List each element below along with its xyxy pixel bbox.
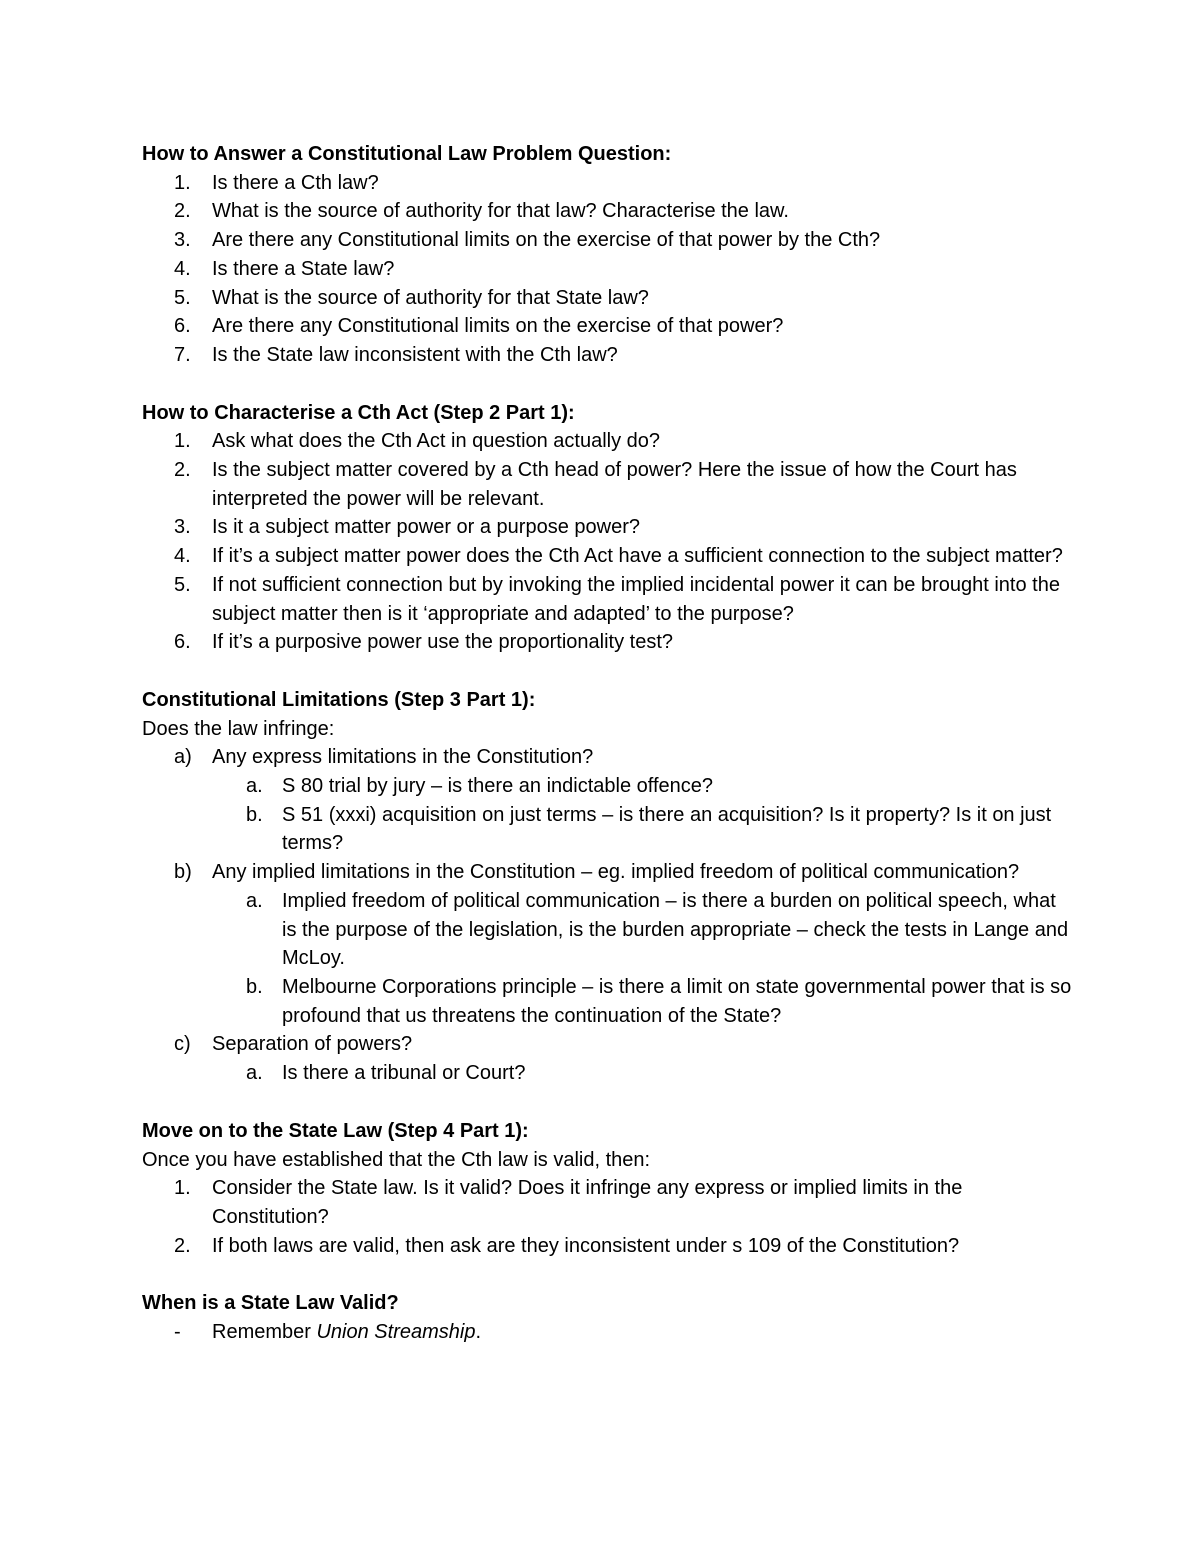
list-item-separation-of-powers [142,1030,1072,1059]
sub-list-item [142,1059,1072,1088]
bullet-text: Remember [212,1321,317,1344]
sub-list-item [142,772,1072,801]
list-item-text: Are there any Constitutional limits on the exercise of that power by the Cth? [212,229,881,252]
section-heading-state-law-valid: When is a State Law Valid? [142,1292,399,1315]
list-marker: a. [246,889,263,912]
section-heading-characterise-act: How to Characterise a Cth Act (Step 2 Part 1): [142,401,575,424]
numbered-list-answer-steps [142,169,1072,370]
list-item [142,1174,1072,1231]
list-item-express-limitations [142,743,1072,772]
dash-marker: - [174,1321,181,1344]
list-item-text: If not sufficient connection but by invoking the implied incidental power it can be brought into the subject matter then is it ‘appropriate and adapted’ to the purpose? [212,573,1060,625]
list-item-implied-limitations [142,858,1072,887]
list-item-text: Is there a tribunal or Court? [282,1062,526,1085]
bullet-item [142,1318,1072,1347]
list-item [142,628,1072,657]
case-name: Union Streamship [316,1321,476,1344]
sub-list-item [142,801,1072,858]
list-item-text: Implied freedom of political communication – is there a burden on political speech, what is the purpose of the legislation, is the burden appropriate – check the tests in Lange and McLoy. [282,889,1069,970]
list-item-text: S 80 trial by jury – is there an indictable offence? [282,775,713,798]
lettered-list-limitations [142,743,1072,1087]
list-item [142,169,1072,198]
numbered-list-characterise-steps [142,427,1072,657]
list-marker: 5. [174,286,191,309]
list-marker: 4. [174,545,191,568]
list-item [142,542,1072,571]
paragraph-spacer [142,1088,1072,1117]
section-intro: Once you have established that the Cth law is valid, then: [142,1148,651,1171]
list-item-text: Is there a Cth law? [212,171,379,194]
list-marker: b. [246,803,263,826]
sub-list-item [142,973,1072,1030]
list-item-text: Any implied limitations in the Constitution – eg. implied freedom of political communication? [212,861,1020,884]
list-item-text: S 51 (xxxi) acquisition on just terms – is there an acquisition? Is it property? Is it on just terms? [282,803,1052,855]
paragraph-spacer [142,370,1072,399]
list-item [142,312,1072,341]
list-marker: 1. [174,1177,191,1200]
section-heading-answer-problem: How to Answer a Constitutional Law Problem Question: [142,143,672,165]
list-item-text: Is there a State law? [212,257,395,280]
list-item [142,341,1072,370]
list-item-text: Consider the State law. Is it valid? Does it infringe any express or implied limits in the Constitution? [212,1177,963,1228]
list-marker: a. [246,775,263,798]
list-marker: 2. [174,459,191,482]
list-marker: b) [174,861,192,884]
list-item-text: Melbourne Corporations principle – is there a limit on state governmental power that is so profound that us threatens the continuation of the State? [282,975,1072,1027]
list-marker: 7. [174,343,191,366]
list-item [142,456,1072,513]
document-body [142,140,1072,1347]
list-item [142,427,1072,456]
list-item-text: Are there any Constitutional limits on the exercise of that power? [212,315,784,338]
list-item [142,226,1072,255]
bullet-suffix: . [475,1321,482,1344]
list-item-text: If it’s a subject matter power does the Cth Act have a sufficient connection to the subject matter? [212,545,1063,568]
list-marker: a. [246,1062,263,1085]
list-marker: 1. [174,171,191,194]
list-marker: 2. [174,1234,191,1257]
list-marker: c) [174,1033,191,1056]
section-heading-constitutional-limitations: Constitutional Limitations (Step 3 Part 1): [142,688,536,711]
list-marker: a) [174,746,192,769]
list-item-text: Is the State law inconsistent with the Cth law? [212,343,618,366]
list-item-text: What is the source of authority for that State law? [212,286,649,309]
section-intro: Does the law infringe: [142,717,335,740]
list-marker: 6. [174,315,191,338]
list-item [142,197,1072,226]
paragraph-spacer [142,657,1072,686]
list-item [142,571,1072,628]
list-marker: 3. [174,229,191,252]
list-item [142,513,1072,542]
list-item-text: Separation of powers? [212,1033,413,1056]
list-item [142,1232,1072,1261]
section-heading-state-law: Move on to the State Law (Step 4 Part 1): [142,1119,529,1142]
list-marker: b. [246,975,263,998]
list-marker: 1. [174,430,191,453]
list-marker: 4. [174,257,191,280]
list-item [142,284,1072,313]
list-marker: 3. [174,516,191,539]
list-item [142,255,1072,284]
paragraph-spacer [142,1260,1072,1289]
list-item-text: What is the source of authority for that law? Characterise the law. [212,200,789,223]
list-item-text: Any express limitations in the Constitution? [212,746,594,769]
list-item-text: Is it a subject matter power or a purpose power? [212,516,640,539]
list-item-text: Ask what does the Cth Act in question actually do? [212,430,661,453]
list-item-text: If both laws are valid, then ask are they inconsistent under s 109 of the Constitution? [212,1234,960,1257]
numbered-list-state-law-steps [142,1174,1072,1260]
list-item-text: If it’s a purposive power use the proportionality test? [212,631,673,654]
list-marker: 2. [174,200,191,223]
list-item-text: Is the subject matter covered by a Cth head of power? Here the issue of how the Court has interpreted the power will be relevant. [212,459,1017,510]
list-marker: 6. [174,631,191,654]
sub-list-item [142,887,1072,973]
list-marker: 5. [174,573,191,596]
